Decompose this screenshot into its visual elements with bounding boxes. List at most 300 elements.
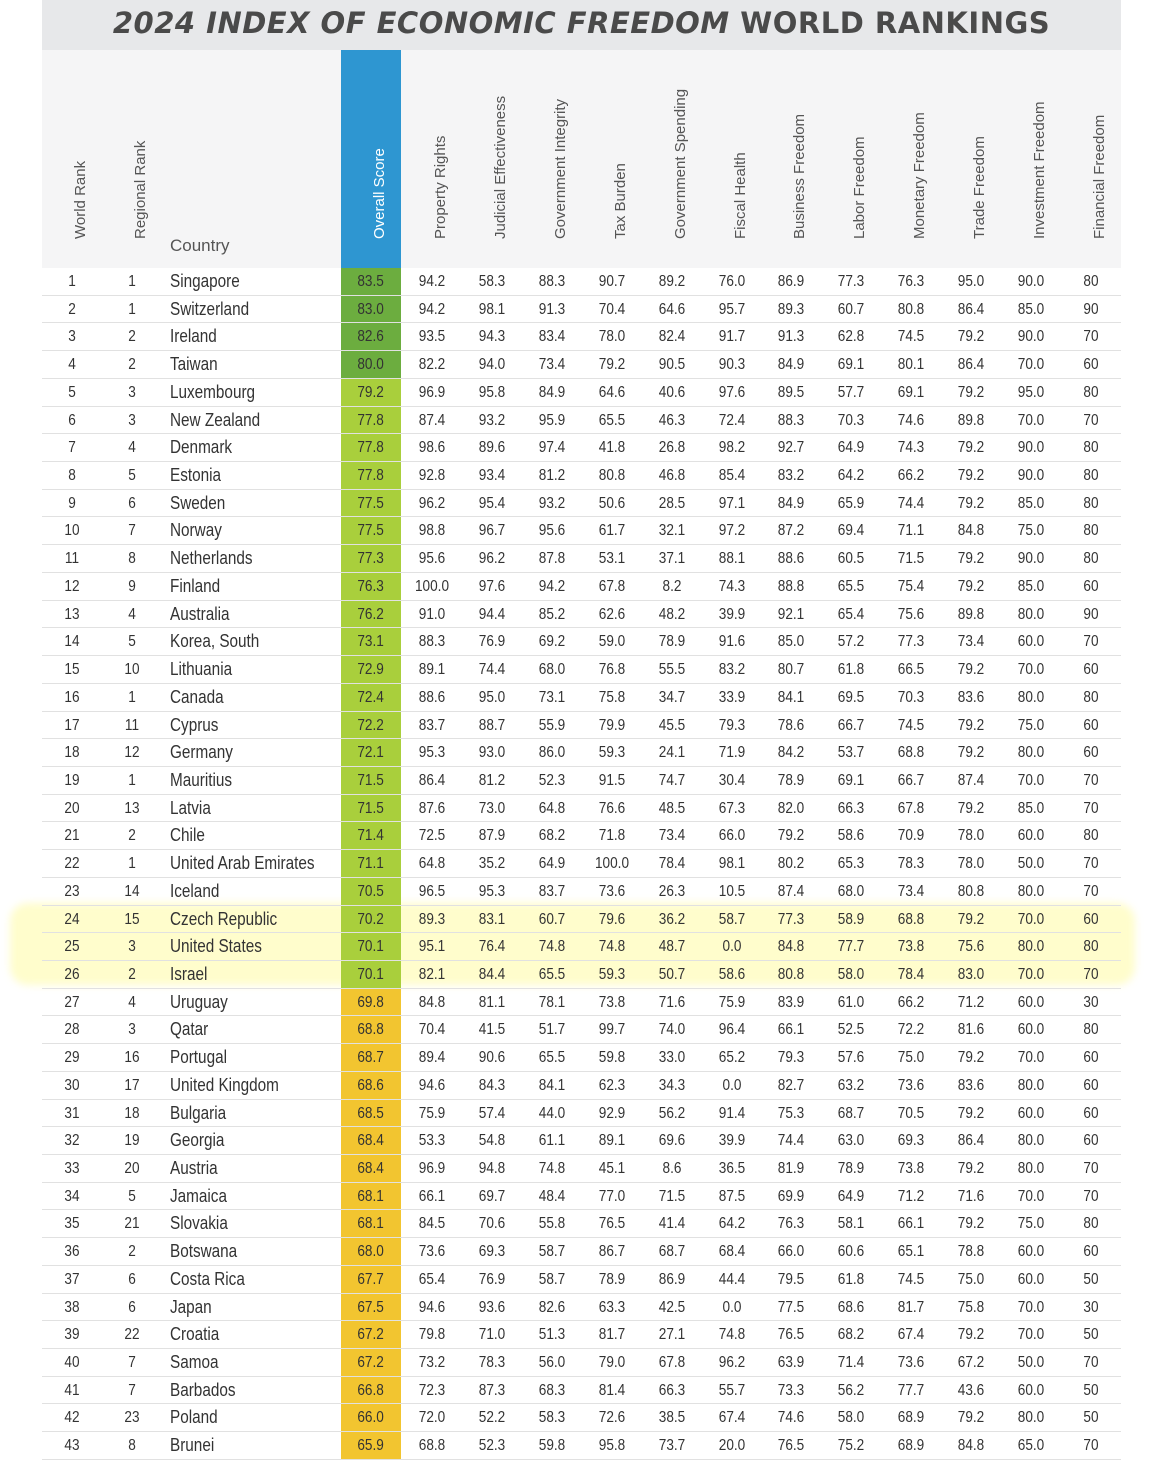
indicator-cell: 83.4: [538, 328, 566, 346]
indicator-cell: 81.7: [598, 1326, 626, 1344]
overall-score-cell: 71.4: [341, 822, 401, 849]
indicator-cell: 68.2: [538, 827, 566, 845]
header-overall-score: Overall Score: [341, 50, 401, 268]
indicator-cell: 80.0: [1017, 882, 1045, 900]
indicator-cell: 62.3: [598, 1076, 626, 1094]
indicator-cell: 69.1: [837, 771, 865, 789]
world-rank-cell: 8: [68, 467, 76, 485]
indicator-cell: 87.2: [777, 522, 805, 540]
overall-score-cell: 70.1: [341, 933, 401, 960]
regional-rank-cell: 12: [124, 744, 140, 762]
indicator-cell: 60.0: [1017, 1021, 1045, 1039]
world-rank-cell: 33: [64, 1160, 80, 1177]
indicator-cell: 74.0: [658, 1021, 686, 1039]
indicator-cell: 61.8: [837, 1270, 865, 1288]
table-row: [42, 490, 1121, 518]
indicator-cell: 85.2: [538, 605, 566, 623]
table-row: [42, 462, 1121, 490]
indicator-cell: 61.0: [837, 993, 865, 1011]
indicator-cell: 77.3: [777, 910, 805, 928]
indicator-cell: 78.6: [777, 716, 805, 734]
regional-rank-cell: 13: [124, 799, 140, 817]
indicator-cell: 69.2: [538, 633, 566, 651]
indicator-cell: 76.8: [598, 661, 626, 679]
indicator-cell: 0.0: [722, 1076, 742, 1094]
indicator-cell: 94.6: [418, 1076, 446, 1094]
indicator-cell: 57.4: [478, 1104, 506, 1122]
indicator-cell: 87.5: [718, 1187, 746, 1205]
indicator-cell: 79.2: [957, 467, 985, 485]
indicator-cell: 63.2: [837, 1076, 865, 1094]
indicator-cell: 91.6: [718, 633, 746, 651]
indicator-cell: 76.3: [777, 1215, 805, 1233]
country-cell: Mauritius: [170, 769, 233, 790]
country-cell: Costa Rica: [170, 1268, 245, 1289]
indicator-cell: 98.1: [478, 300, 506, 318]
world-rank-cell: 26: [64, 965, 80, 983]
table-row: [42, 407, 1121, 435]
indicator-cell: 95.4: [478, 494, 506, 512]
indicator-cell: 72.5: [418, 827, 446, 845]
header-indicator: Tax Burden: [612, 163, 629, 239]
indicator-cell: 58.0: [837, 1409, 865, 1427]
indicator-cell: 70.0: [1017, 965, 1045, 983]
indicator-cell: 60: [1083, 716, 1099, 734]
indicator-cell: 64.6: [598, 383, 626, 401]
country-cell: Finland: [170, 575, 221, 596]
indicator-cell: 48.5: [658, 799, 686, 817]
indicator-cell: 81.4: [598, 1381, 626, 1399]
indicator-cell: 91.0: [418, 605, 446, 623]
indicator-cell: 80.0: [1017, 1409, 1045, 1427]
indicator-cell: 50: [1083, 1270, 1099, 1288]
regional-rank-cell: 21: [124, 1215, 140, 1233]
indicator-cell: 66.0: [718, 827, 746, 845]
indicator-cell: 48.7: [658, 938, 686, 956]
overall-score-cell: 72.2: [341, 712, 401, 739]
world-rank-cell: 39: [64, 1326, 80, 1344]
world-rank-cell: 10: [64, 522, 80, 540]
table-row: [42, 795, 1121, 823]
indicator-cell: 87.9: [478, 827, 506, 845]
indicator-cell: 60: [1083, 1132, 1099, 1150]
indicator-cell: 66.3: [837, 799, 865, 817]
overall-score-cell: 66.8: [341, 1377, 401, 1404]
indicator-cell: 71.2: [897, 1187, 925, 1205]
indicator-cell: 95.3: [478, 882, 506, 900]
indicator-cell: 65.4: [837, 605, 865, 623]
indicator-cell: 79.2: [957, 744, 985, 762]
indicator-cell: 80: [1083, 273, 1099, 290]
country-cell: Uruguay: [170, 991, 228, 1012]
indicator-cell: 79.2: [957, 577, 985, 595]
indicator-cell: 39.9: [718, 1132, 746, 1150]
indicator-cell: 90.0: [1017, 550, 1045, 568]
header-indicator: Government Integrity: [552, 98, 569, 239]
country-cell: Iceland: [170, 880, 220, 901]
world-rank-cell: 1: [68, 273, 76, 290]
regional-rank-cell: 17: [124, 1076, 140, 1094]
regional-rank-cell: 10: [124, 661, 140, 679]
indicator-cell: 72.2: [897, 1021, 925, 1039]
overall-score-cell: 68.4: [341, 1155, 401, 1182]
table-row: [42, 573, 1121, 601]
indicator-cell: 70: [1083, 882, 1099, 900]
indicator-cell: 70: [1083, 411, 1099, 429]
indicator-cell: 67.4: [897, 1326, 925, 1344]
indicator-cell: 64.9: [837, 439, 865, 457]
indicator-cell: 41.5: [478, 1021, 506, 1039]
indicator-cell: 90.0: [1017, 273, 1045, 290]
indicator-cell: 89.3: [418, 910, 446, 928]
indicator-cell: 80: [1083, 467, 1099, 485]
regional-rank-cell: 1: [128, 273, 136, 290]
indicator-cell: 73.3: [777, 1381, 805, 1399]
overall-score-cell: 82.6: [341, 323, 401, 350]
indicator-cell: 62.6: [598, 605, 626, 623]
regional-rank-cell: 6: [128, 1270, 136, 1288]
regional-rank-cell: 7: [128, 522, 136, 540]
indicator-cell: 75.9: [418, 1104, 446, 1122]
indicator-cell: 70.5: [897, 1104, 925, 1122]
indicator-cell: 73.6: [897, 1354, 925, 1372]
indicator-cell: 30: [1083, 1298, 1099, 1316]
indicator-cell: 79.2: [957, 716, 985, 734]
regional-rank-cell: 8: [128, 1437, 136, 1455]
indicator-cell: 80: [1083, 938, 1099, 956]
indicator-cell: 84.8: [418, 993, 446, 1011]
world-rank-cell: 35: [64, 1215, 80, 1233]
indicator-cell: 76.9: [478, 1270, 506, 1288]
indicator-cell: 48.4: [538, 1187, 566, 1205]
country-cell: Brunei: [170, 1435, 215, 1456]
indicator-cell: 60: [1083, 1049, 1099, 1067]
table-row: [42, 1127, 1121, 1155]
table-row: [42, 379, 1121, 407]
indicator-cell: 93.2: [538, 494, 566, 512]
indicator-cell: 74.7: [658, 771, 686, 789]
regional-rank-cell: 22: [124, 1326, 140, 1344]
indicator-cell: 80.8: [957, 882, 985, 900]
indicator-cell: 76.0: [718, 273, 746, 290]
country-cell: Barbados: [170, 1379, 236, 1400]
indicator-cell: 68.4: [718, 1243, 746, 1261]
indicator-cell: 78.0: [957, 855, 985, 873]
world-rank-cell: 43: [64, 1437, 80, 1455]
indicator-cell: 96.4: [718, 1021, 746, 1039]
indicator-cell: 100.0: [414, 577, 450, 595]
world-rank-cell: 19: [64, 771, 80, 789]
world-rank-cell: 12: [64, 577, 80, 595]
indicator-cell: 87.4: [957, 771, 985, 789]
indicator-cell: 60: [1083, 910, 1099, 928]
country-cell: United States: [170, 936, 262, 957]
indicator-cell: 68.8: [897, 910, 925, 928]
indicator-cell: 66.5: [897, 661, 925, 679]
indicator-cell: 79.2: [957, 439, 985, 457]
indicator-cell: 68.0: [837, 882, 865, 900]
indicator-cell: 56.2: [837, 1381, 865, 1399]
indicator-cell: 71.5: [658, 1187, 686, 1205]
indicator-cell: 58.6: [718, 965, 746, 983]
overall-score-cell: 68.6: [341, 1072, 401, 1099]
indicator-cell: 91.3: [538, 300, 566, 318]
indicator-cell: 80: [1083, 688, 1099, 706]
indicator-cell: 75.0: [1017, 522, 1045, 540]
indicator-cell: 66.3: [658, 1381, 686, 1399]
indicator-cell: 77.3: [837, 273, 865, 290]
indicator-cell: 79.2: [598, 356, 626, 374]
world-rank-cell: 4: [68, 356, 76, 374]
indicator-cell: 71.2: [957, 993, 985, 1011]
indicator-cell: 79.2: [957, 550, 985, 568]
indicator-cell: 58.7: [718, 910, 746, 928]
indicator-cell: 59.3: [598, 965, 626, 983]
indicator-cell: 95.7: [718, 300, 746, 318]
indicator-cell: 64.2: [718, 1215, 746, 1233]
indicator-cell: 76.4: [478, 938, 506, 956]
indicator-cell: 73.8: [897, 1160, 925, 1177]
indicator-cell: 80: [1083, 1215, 1099, 1233]
overall-score-cell: 70.2: [341, 906, 401, 933]
indicator-cell: 83.6: [957, 688, 985, 706]
overall-score-cell: 83.0: [341, 296, 401, 323]
indicator-cell: 50.6: [598, 494, 626, 512]
table-row: [42, 268, 1121, 296]
indicator-cell: 88.3: [777, 411, 805, 429]
indicator-cell: 80: [1083, 439, 1099, 457]
indicator-cell: 70: [1083, 328, 1099, 346]
indicator-cell: 70.4: [598, 300, 626, 318]
world-rank-cell: 22: [64, 855, 80, 873]
indicator-cell: 8.6: [662, 1160, 682, 1177]
indicator-cell: 82.0: [777, 799, 805, 817]
table-row: [42, 989, 1121, 1017]
indicator-cell: 69.7: [478, 1187, 506, 1205]
header-indicator: Property Rights: [432, 135, 449, 239]
indicator-cell: 60: [1083, 1104, 1099, 1122]
indicator-cell: 74.4: [897, 494, 925, 512]
indicator-cell: 38.5: [658, 1409, 686, 1427]
indicator-cell: 58.9: [837, 910, 865, 928]
regional-rank-cell: 7: [128, 1381, 136, 1399]
overall-score-cell: 71.5: [341, 795, 401, 822]
indicator-cell: 64.9: [538, 855, 566, 873]
indicator-cell: 85.0: [1017, 300, 1045, 318]
indicator-cell: 93.4: [478, 467, 506, 485]
indicator-cell: 80.0: [1017, 688, 1045, 706]
header-regional-rank: Regional Rank: [132, 140, 149, 239]
world-rank-cell: 6: [68, 411, 76, 429]
table-row: [42, 1238, 1121, 1266]
indicator-cell: 88.3: [418, 633, 446, 651]
indicator-cell: 58.6: [837, 827, 865, 845]
indicator-cell: 74.8: [538, 938, 566, 956]
indicator-cell: 91.4: [718, 1104, 746, 1122]
indicator-cell: 66.1: [418, 1187, 446, 1205]
indicator-cell: 92.7: [777, 439, 805, 457]
indicator-cell: 81.2: [538, 467, 566, 485]
indicator-cell: 34.7: [658, 688, 686, 706]
regional-rank-cell: 7: [128, 1354, 136, 1372]
indicator-cell: 52.3: [478, 1437, 506, 1455]
indicator-cell: 67.4: [718, 1409, 746, 1427]
indicator-cell: 62.8: [837, 328, 865, 346]
indicator-cell: 36.5: [718, 1160, 746, 1177]
indicator-cell: 93.2: [478, 411, 506, 429]
regional-rank-cell: 3: [128, 411, 136, 429]
world-rank-cell: 24: [64, 910, 80, 928]
indicator-cell: 34.3: [658, 1076, 686, 1094]
indicator-cell: 58.3: [538, 1409, 566, 1427]
indicator-cell: 89.6: [478, 439, 506, 457]
indicator-cell: 78.0: [957, 827, 985, 845]
regional-rank-cell: 6: [128, 1298, 136, 1316]
indicator-cell: 80.0: [1017, 938, 1045, 956]
indicator-cell: 80: [1083, 383, 1099, 401]
indicator-cell: 69.1: [897, 383, 925, 401]
world-rank-cell: 14: [64, 633, 80, 651]
indicator-cell: 73.2: [418, 1354, 446, 1372]
indicator-cell: 86.4: [957, 300, 985, 318]
indicator-cell: 58.3: [478, 273, 506, 290]
country-cell: United Arab Emirates: [170, 853, 315, 874]
regional-rank-cell: 3: [128, 383, 136, 401]
indicator-cell: 86.0: [538, 744, 566, 762]
indicator-cell: 66.7: [837, 716, 865, 734]
indicator-cell: 90.6: [478, 1049, 506, 1067]
indicator-cell: 54.8: [478, 1132, 506, 1150]
indicator-cell: 97.6: [478, 577, 506, 595]
overall-score-cell: 69.8: [341, 989, 401, 1016]
table-row: [42, 712, 1121, 740]
indicator-cell: 95.8: [478, 383, 506, 401]
table-row: [42, 739, 1121, 767]
indicator-cell: 69.3: [478, 1243, 506, 1261]
indicator-cell: 73.6: [418, 1243, 446, 1261]
indicator-cell: 93.0: [478, 744, 506, 762]
indicator-cell: 80.8: [598, 467, 626, 485]
indicator-cell: 68.7: [658, 1243, 686, 1261]
indicator-cell: 61.1: [538, 1132, 566, 1150]
indicator-cell: 86.7: [598, 1243, 626, 1261]
indicator-cell: 79.2: [957, 328, 985, 346]
indicator-cell: 94.8: [478, 1160, 506, 1177]
overall-score-cell: 66.0: [341, 1404, 401, 1431]
indicator-cell: 75.8: [957, 1298, 985, 1316]
indicator-cell: 45.5: [658, 716, 686, 734]
indicator-cell: 75.0: [897, 1049, 925, 1067]
indicator-cell: 58.7: [538, 1243, 566, 1261]
indicator-cell: 85.0: [1017, 799, 1045, 817]
indicator-cell: 43.6: [957, 1381, 985, 1399]
indicator-cell: 37.1: [658, 550, 686, 568]
country-cell: Slovakia: [170, 1213, 228, 1234]
indicator-cell: 77.3: [897, 633, 925, 651]
indicator-cell: 90.0: [1017, 467, 1045, 485]
indicator-cell: 84.9: [777, 494, 805, 512]
country-cell: Poland: [170, 1407, 218, 1428]
world-rank-cell: 37: [64, 1270, 80, 1288]
indicator-cell: 92.9: [598, 1104, 626, 1122]
indicator-cell: 71.9: [718, 744, 746, 762]
indicator-cell: 75.6: [957, 938, 985, 956]
indicator-cell: 65.5: [598, 411, 626, 429]
indicator-cell: 80.7: [777, 661, 805, 679]
indicator-cell: 80.8: [777, 965, 805, 983]
indicator-cell: 84.2: [777, 744, 805, 762]
indicator-cell: 71.8: [598, 827, 626, 845]
indicator-cell: 74.5: [897, 716, 925, 734]
indicator-cell: 70: [1083, 1187, 1099, 1205]
indicator-cell: 80.2: [777, 855, 805, 873]
indicator-cell: 60.0: [1017, 1270, 1045, 1288]
indicator-cell: 83.7: [538, 882, 566, 900]
world-rank-cell: 5: [68, 383, 76, 401]
indicator-cell: 77.7: [897, 1381, 925, 1399]
regional-rank-cell: 2: [128, 328, 136, 346]
indicator-cell: 66.7: [897, 771, 925, 789]
regional-rank-cell: 2: [128, 356, 136, 374]
regional-rank-cell: 11: [124, 716, 140, 734]
indicator-cell: 61.8: [837, 661, 865, 679]
indicator-cell: 95.9: [538, 411, 566, 429]
indicator-cell: 95.0: [957, 273, 985, 290]
header-indicator: Investment Freedom: [1031, 101, 1048, 239]
indicator-cell: 80.8: [897, 300, 925, 318]
indicator-cell: 73.4: [957, 633, 985, 651]
indicator-cell: 78.3: [478, 1354, 506, 1372]
country-cell: Chile: [170, 825, 205, 846]
indicator-cell: 68.8: [897, 744, 925, 762]
indicator-cell: 90.3: [718, 356, 746, 374]
indicator-cell: 70: [1083, 771, 1099, 789]
indicator-cell: 79.2: [957, 494, 985, 512]
overall-score-cell: 77.3: [341, 545, 401, 572]
regional-rank-cell: 23: [124, 1409, 140, 1427]
indicator-cell: 60.6: [837, 1243, 865, 1261]
indicator-cell: 64.2: [837, 467, 865, 485]
indicator-cell: 85.4: [718, 467, 746, 485]
regional-rank-cell: 3: [128, 1021, 136, 1039]
indicator-cell: 80: [1083, 1021, 1099, 1039]
header-indicator: Business Freedom: [791, 113, 808, 239]
indicator-cell: 50: [1083, 1409, 1099, 1427]
world-rank-cell: 27: [64, 993, 80, 1011]
indicator-cell: 30: [1083, 993, 1099, 1011]
indicator-cell: 66.0: [777, 1243, 805, 1261]
indicator-cell: 95.6: [418, 550, 446, 568]
indicator-cell: 53.7: [837, 744, 865, 762]
overall-score-cell: 72.4: [341, 684, 401, 711]
indicator-cell: 74.8: [598, 938, 626, 956]
indicator-cell: 60.0: [1017, 1104, 1045, 1122]
header-indicator: Government Spending: [672, 88, 689, 239]
indicator-cell: 78.1: [538, 993, 566, 1011]
indicator-cell: 77.7: [837, 938, 865, 956]
regional-rank-cell: 2: [128, 1243, 136, 1261]
indicator-cell: 90.0: [1017, 439, 1045, 457]
indicator-cell: 83.2: [718, 661, 746, 679]
indicator-cell: 82.7: [777, 1076, 805, 1094]
country-cell: United Kingdom: [170, 1074, 279, 1095]
indicator-cell: 80.1: [897, 356, 925, 374]
indicator-cell: 78.0: [598, 328, 626, 346]
indicator-cell: 60: [1083, 577, 1099, 595]
indicator-cell: 75.2: [837, 1437, 865, 1455]
world-rank-cell: 32: [64, 1132, 80, 1150]
indicator-cell: 79.9: [598, 716, 626, 734]
